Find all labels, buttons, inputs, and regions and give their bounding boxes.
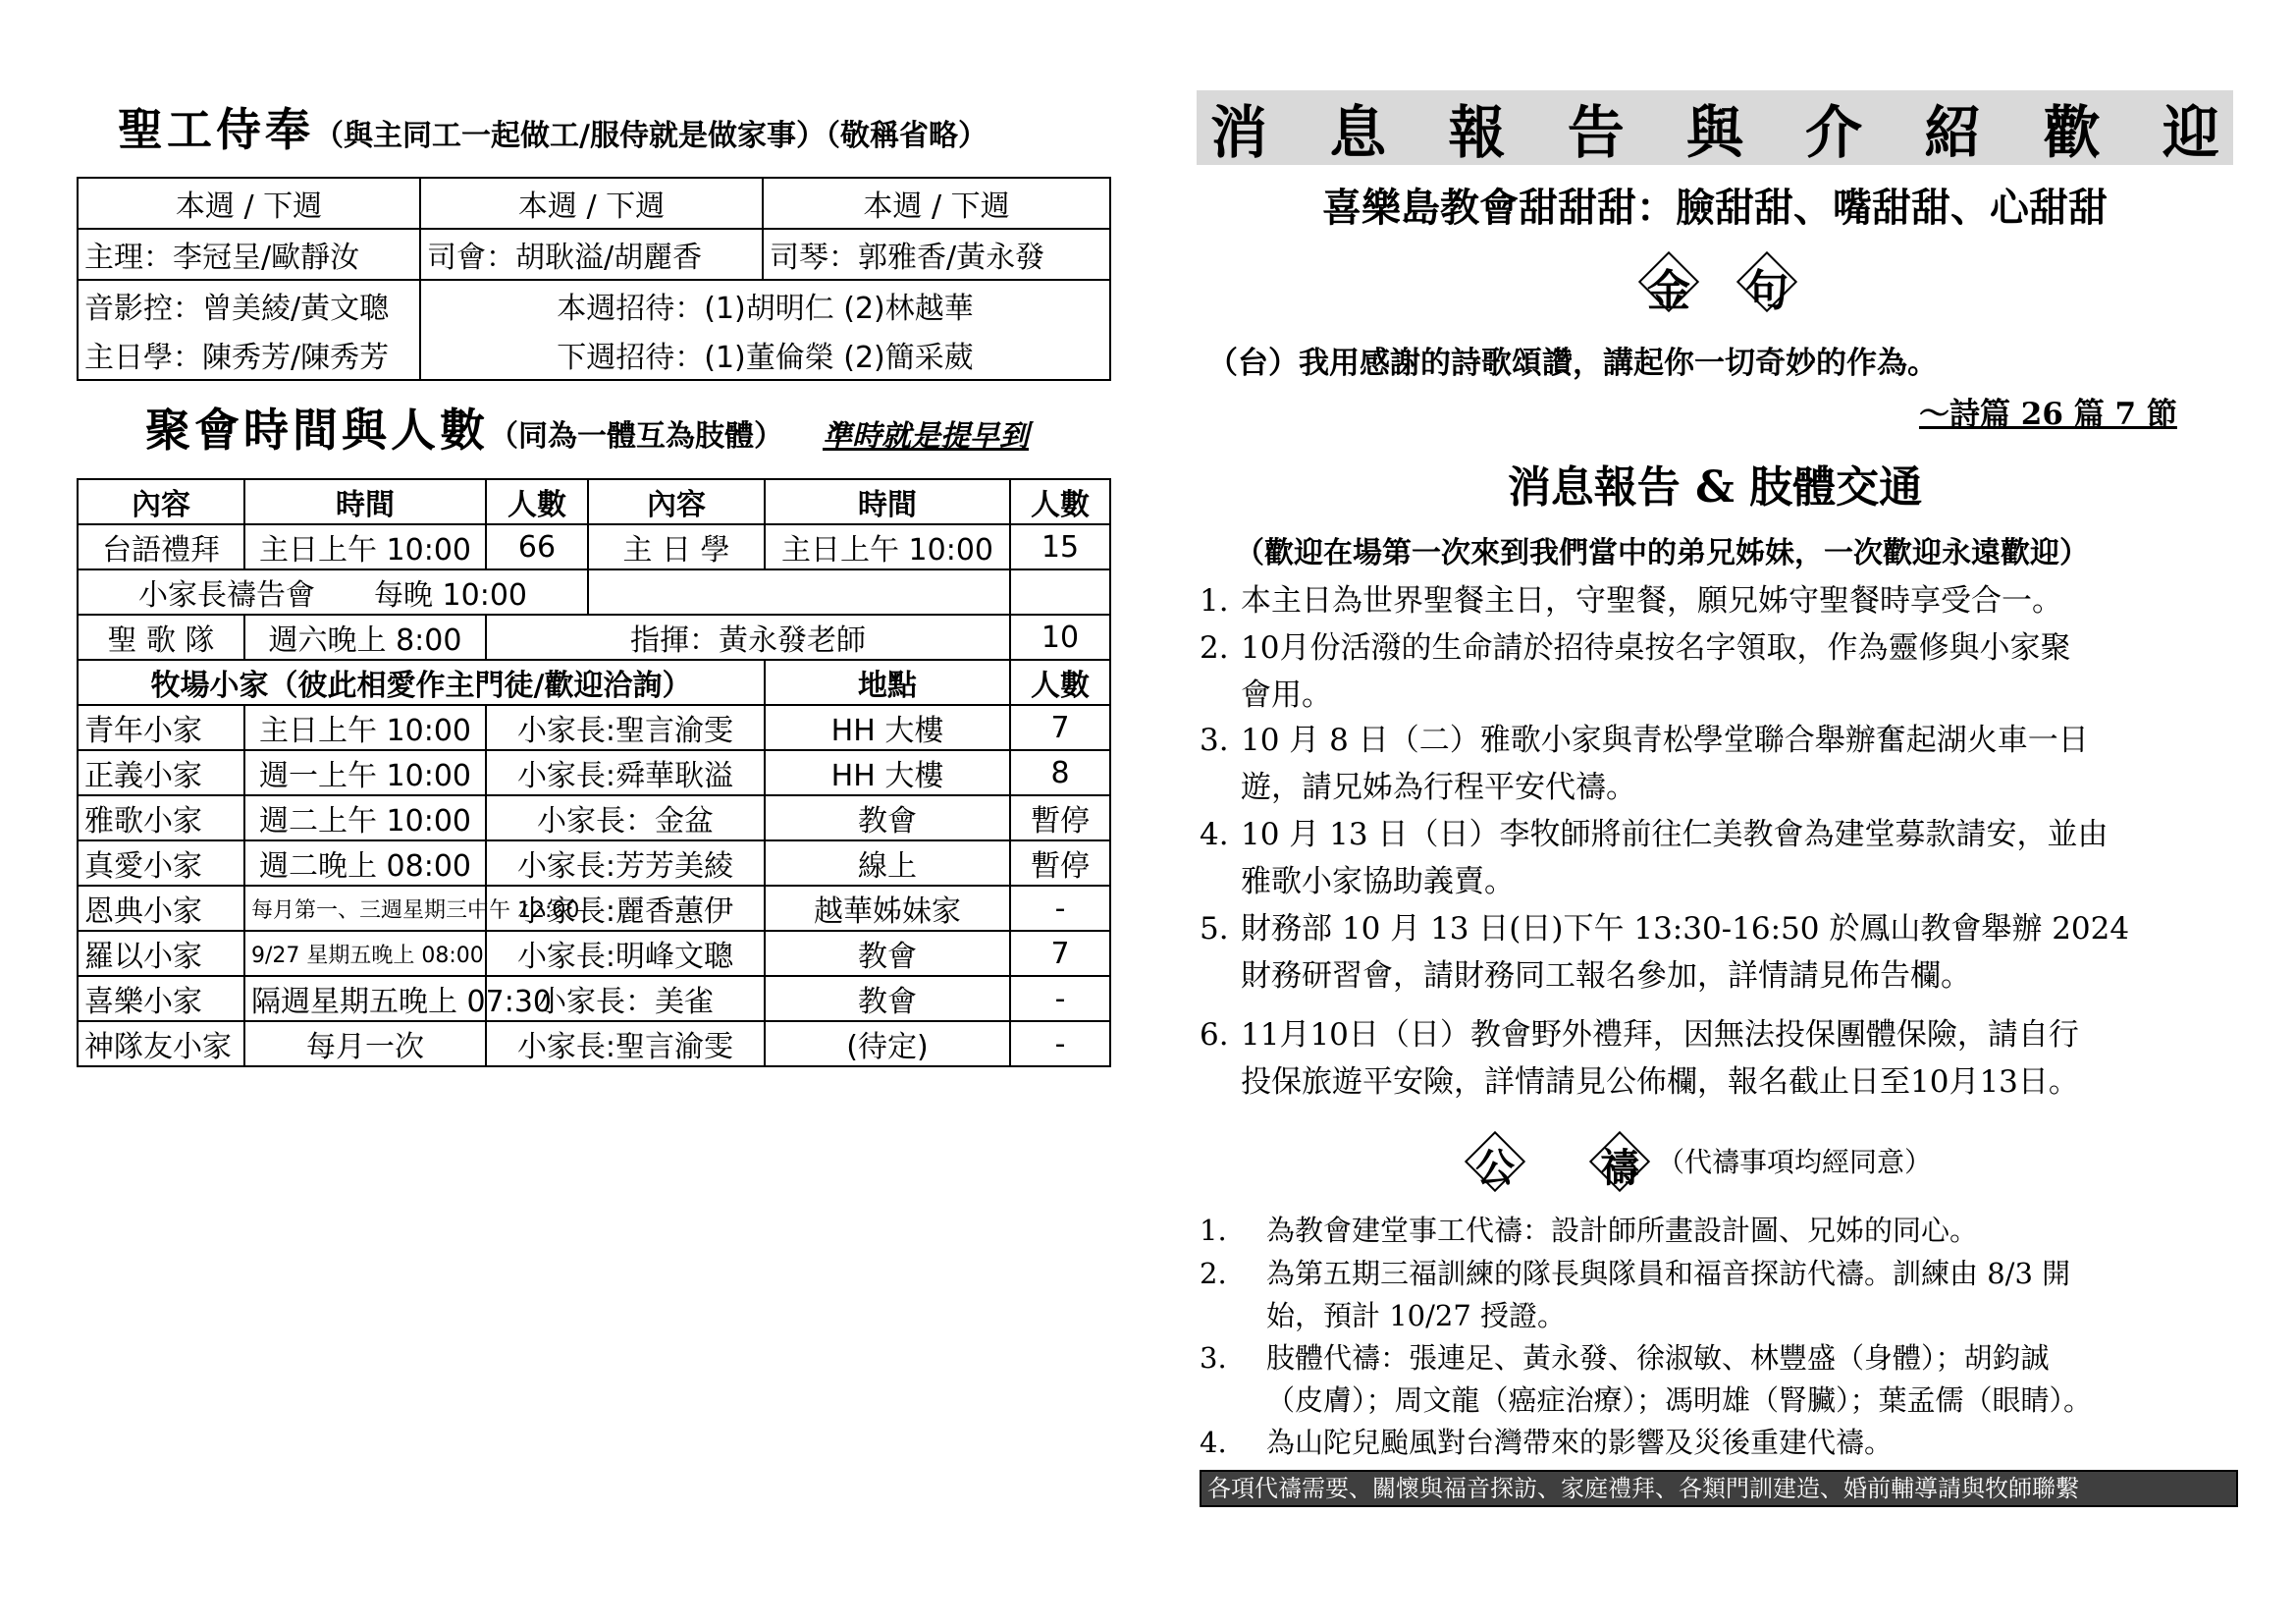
table-cell: HH 大樓: [765, 705, 1010, 750]
table-cell: 7: [1010, 705, 1110, 750]
table-row: [78, 976, 1110, 1021]
list-item-line: 始，預計 10/27 授證。: [1266, 1299, 1567, 1332]
list-item-line: 會用。: [1241, 677, 1332, 713]
table-cell: 線上: [765, 840, 1010, 886]
table-cell: 羅以小家: [78, 931, 244, 976]
list-item-line: 6. 11月10日（日）教會野外禮拜，因無法投保團體保險，請自行: [1200, 1011, 2240, 1058]
prayer-title-char: 禱: [1600, 1145, 1639, 1191]
table-cell: 正義小家: [78, 750, 244, 795]
table-cell: 8: [1010, 750, 1110, 795]
table-cell: 週二上午 10:00: [244, 795, 486, 840]
list-item: [1200, 1253, 2240, 1337]
table-header: 人數: [1010, 660, 1110, 705]
table-cell: 暫停: [1010, 840, 1110, 886]
table-cell: -: [1010, 886, 1110, 931]
golden-verse-ref: [1919, 389, 2177, 433]
table-cell: 本週招待：(1)胡明仁 (2)林越華: [420, 280, 1110, 330]
meeting-title: 聚會時間與人數: [145, 404, 489, 457]
table-cell: -: [1010, 1021, 1110, 1066]
list-item-number: 1.: [1200, 583, 1229, 619]
table-cell: 主日學：陳秀芳/陳秀芳: [78, 330, 420, 380]
list-item-number: 2.: [1200, 630, 1229, 666]
table-header: 本週 / 下週: [78, 178, 420, 229]
table-cell: 15: [1010, 524, 1110, 569]
table-cell: 週一上午 10:00: [244, 750, 486, 795]
list-item: [1200, 811, 2240, 905]
table-header: 時間: [244, 479, 486, 524]
meeting-table: [77, 478, 1111, 1067]
table-row: [78, 524, 1110, 569]
list-item-line: 3. 肢體代禱：張連足、黃永發、徐淑敏、林豐盛（身體）；胡鈞誠: [1200, 1337, 2240, 1380]
list-item-number: 4.: [1200, 817, 1229, 852]
table-header: 本週 / 下週: [763, 178, 1110, 229]
table-header: 內容: [588, 479, 765, 524]
list-item: [1200, 1011, 2240, 1106]
banner-char: 迎: [2162, 99, 2219, 166]
table-row: [78, 569, 1110, 615]
list-item-number: 2.: [1200, 1257, 1227, 1290]
table-row: [78, 795, 1110, 840]
prayer-note: （代禱事項均經同意）: [1657, 1146, 1933, 1178]
golden-title-left: [1634, 247, 1703, 316]
prayer-title-right: [1585, 1127, 1654, 1196]
list-item-number: 1.: [1200, 1214, 1227, 1247]
table-row: [78, 840, 1110, 886]
table-cell: 主 日 學: [588, 524, 765, 569]
list-item-line: 1. 為教會建堂事工代禱：設計師所畫設計圖、兄姊的同心。: [1200, 1210, 2240, 1252]
table-cell: 小家長：金盆: [486, 795, 765, 840]
verse-ref-text: ～詩篇 26 篇 7 節: [1919, 397, 2177, 432]
table-cell: 聖 歌 隊: [78, 615, 244, 660]
list-item-line: 雅歌小家協助義賣。: [1241, 864, 1515, 899]
meeting-subtitle: （同為一體互為肢體）: [489, 419, 783, 454]
table-cell: 教會: [765, 976, 1010, 1021]
table-cell: 教會: [765, 931, 1010, 976]
list-item-line: 2. 10月份活潑的生命請於招待桌按名字領取，作為靈修與小家聚: [1200, 624, 2240, 672]
table-row: [78, 750, 1110, 795]
banner-char: 報: [1448, 99, 1506, 166]
list-item-number: 6.: [1200, 1017, 1229, 1053]
motto: 喜樂島教會甜甜甜：臉甜甜、嘴甜甜、心甜甜: [1322, 185, 2108, 231]
table-cell: 7: [1010, 931, 1110, 976]
meeting-section-title: [145, 395, 1029, 460]
table-header: 時間: [765, 479, 1010, 524]
table-cell: 週二晚上 08:00: [244, 840, 486, 886]
table-cell: 喜樂小家: [78, 976, 244, 1021]
table-cell: 越華姊妹家: [765, 886, 1010, 931]
table-cell: 小家長:麗香蕙伊: [486, 886, 765, 931]
table-row: [78, 615, 1110, 660]
list-item-line: 遊，請兄姊為行程平安代禱。: [1241, 770, 1636, 805]
table-cell: 台語禮拜: [78, 524, 244, 569]
table-cell: [588, 569, 1010, 615]
list-item: [1200, 1337, 2240, 1422]
golden-title-right: [1733, 247, 1801, 316]
table-row: [78, 886, 1110, 931]
table-cell: 指揮：黃永發老師: [486, 615, 1010, 660]
table-cell: 青年小家: [78, 705, 244, 750]
service-table: [77, 177, 1111, 381]
table-header: 人數: [1010, 479, 1110, 524]
banner-char: 歡: [2043, 99, 2101, 166]
golden-title-char: 句: [1745, 266, 1789, 316]
table-cell: 小家長:聖言渝雯: [486, 1021, 765, 1066]
table-cell: 恩典小家: [78, 886, 244, 931]
table-cell: [1010, 569, 1110, 615]
table-cell: 音影控：曾美綾/黃文聰: [78, 280, 420, 330]
table-cell: 教會: [765, 795, 1010, 840]
banner-char: 介: [1805, 99, 1863, 166]
list-item-line: 4. 為山陀兒颱風對台灣帶來的影響及災後重建代禱。: [1200, 1422, 2240, 1464]
table-cell: 66: [486, 524, 588, 569]
table-cell: 小家長禱告會 每晚 10:00: [78, 569, 588, 615]
table-cell: -: [1010, 976, 1110, 1021]
list-item-line: 2. 為第五期三福訓練的隊長與隊員和福音探訪代禱。訓練由 8/3 開: [1200, 1253, 2240, 1295]
list-item-line: 5. 財務部 10 月 13 日(日)下午 13:30-16:50 於鳳山教會舉辦 2024: [1200, 905, 2240, 952]
list-item-line: 4. 10 月 13 日（日）李牧師將前往仁美教會為建堂募款請安，並由: [1200, 811, 2240, 858]
table-cell: 主日上午 10:00: [244, 705, 486, 750]
table-cell: 小家長:明峰文聰: [486, 931, 765, 976]
table-header: 本週 / 下週: [420, 178, 763, 229]
list-item: [1200, 1210, 2240, 1252]
table-cell: 每月第一、三週星期三中午 12:00: [244, 886, 486, 931]
table-row: [78, 229, 1110, 280]
table-cell: 暫停: [1010, 795, 1110, 840]
news-title: 消息報告 & 肢體交通: [1507, 462, 1923, 513]
table-cell: HH 大樓: [765, 750, 1010, 795]
table-cell: 小家長:芳芳美綾: [486, 840, 765, 886]
list-item: [1200, 717, 2240, 811]
table-cell: 9/27 星期五晚上 08:00: [244, 931, 486, 976]
list-item-line: 1. 本主日為世界聖餐主日，守聖餐，願兄姊守聖餐時享受合一。: [1200, 577, 2240, 624]
table-row: [78, 280, 1110, 330]
welcome-text: （歡迎在場第一次來到我們當中的弟兄姊妹，一次歡迎永遠歡迎）: [1235, 536, 2089, 570]
banner-char: 消: [1210, 99, 1268, 166]
list-item-line: 3. 10 月 8 日（二）雅歌小家與青松學堂聯合舉辦奮起湖火車一日: [1200, 717, 2240, 764]
service-title: 聖工侍奉: [118, 103, 314, 156]
table-header: 內容: [78, 479, 244, 524]
prayer-title-left: [1461, 1127, 1529, 1196]
golden-title-char: 金: [1647, 266, 1690, 316]
table-header: 人數: [486, 479, 588, 524]
list-item: [1200, 905, 2240, 1000]
list-item-number: 5.: [1200, 911, 1229, 947]
golden-verse: （台）我用感謝的詩歌頌讚，講起你一切奇妙的作為。: [1207, 346, 1938, 381]
table-row: [78, 479, 1110, 524]
table-cell: 每月一次: [244, 1021, 486, 1066]
banner-char: 與: [1685, 99, 1743, 166]
table-header: 牧場小家（彼此相愛作主門徒/歡迎洽詢）: [78, 660, 765, 705]
news-banner: [1197, 90, 2233, 165]
list-item: [1200, 1422, 2240, 1464]
table-cell: 主理：李冠呈/歐靜汝: [78, 229, 420, 280]
table-row: [78, 931, 1110, 976]
list-item-number: 3.: [1200, 1341, 1227, 1375]
list-item-line: （皮膚）；周文龍（癌症治療）；馮明雄（腎臟）；葉孟儒（眼睛）。: [1266, 1383, 2093, 1417]
table-row: [78, 1021, 1110, 1066]
list-item-number: 3.: [1200, 723, 1229, 758]
table-cell: 真愛小家: [78, 840, 244, 886]
table-cell: 週六晚上 8:00: [244, 615, 486, 660]
table-cell: 主日上午 10:00: [244, 524, 486, 569]
table-row: [78, 330, 1110, 380]
table-cell: 小家長:聖言渝雯: [486, 705, 765, 750]
list-item-number: 4.: [1200, 1426, 1227, 1459]
list-item-line: 財務研習會，請財務同工報名參加，詳情請見佈告欄。: [1241, 958, 1971, 994]
table-row: [78, 705, 1110, 750]
banner-char: 告: [1567, 99, 1625, 166]
table-cell: 隔週星期五晚上 07:30: [244, 976, 486, 1021]
table-cell: 10: [1010, 615, 1110, 660]
table-cell: 雅歌小家: [78, 795, 244, 840]
table-row: [78, 660, 1110, 705]
service-section-title: [118, 94, 988, 159]
table-cell: 神隊友小家: [78, 1021, 244, 1066]
meeting-note: 準時就是提早到: [823, 419, 1029, 454]
table-cell: 小家長:舜華耿溢: [486, 750, 765, 795]
banner-char: 息: [1329, 99, 1387, 166]
footer-contact-bar: 各項代禱需要、關懷與福音探訪、家庭禮拜、各類門訓建造、婚前輔導請與牧師聯繫: [1200, 1470, 2238, 1507]
table-cell: 小家長：美雀: [486, 976, 765, 1021]
table-header: 地點: [765, 660, 1010, 705]
table-cell: (待定): [765, 1021, 1010, 1066]
table-row: [78, 178, 1110, 229]
list-item-line: 投保旅遊平安險，詳情請見公佈欄，報名截止日至10月13日。: [1241, 1064, 2079, 1100]
table-cell: 下週招待：(1)董倫榮 (2)簡采葳: [420, 330, 1110, 380]
table-cell: 司琴：郭雅香/黃永發: [763, 229, 1110, 280]
table-cell: 司會：胡耿溢/胡麗香: [420, 229, 763, 280]
group-rows: [78, 705, 1110, 1066]
banner-char: 紹: [1924, 99, 1982, 166]
list-item: [1200, 624, 2240, 719]
list-item: [1200, 577, 2240, 624]
table-cell: 主日上午 10:00: [765, 524, 1010, 569]
prayer-title-char: 公: [1475, 1145, 1515, 1191]
service-subtitle: （與主同工一起做工/服侍就是做家事）（敬稱省略）: [314, 119, 988, 153]
